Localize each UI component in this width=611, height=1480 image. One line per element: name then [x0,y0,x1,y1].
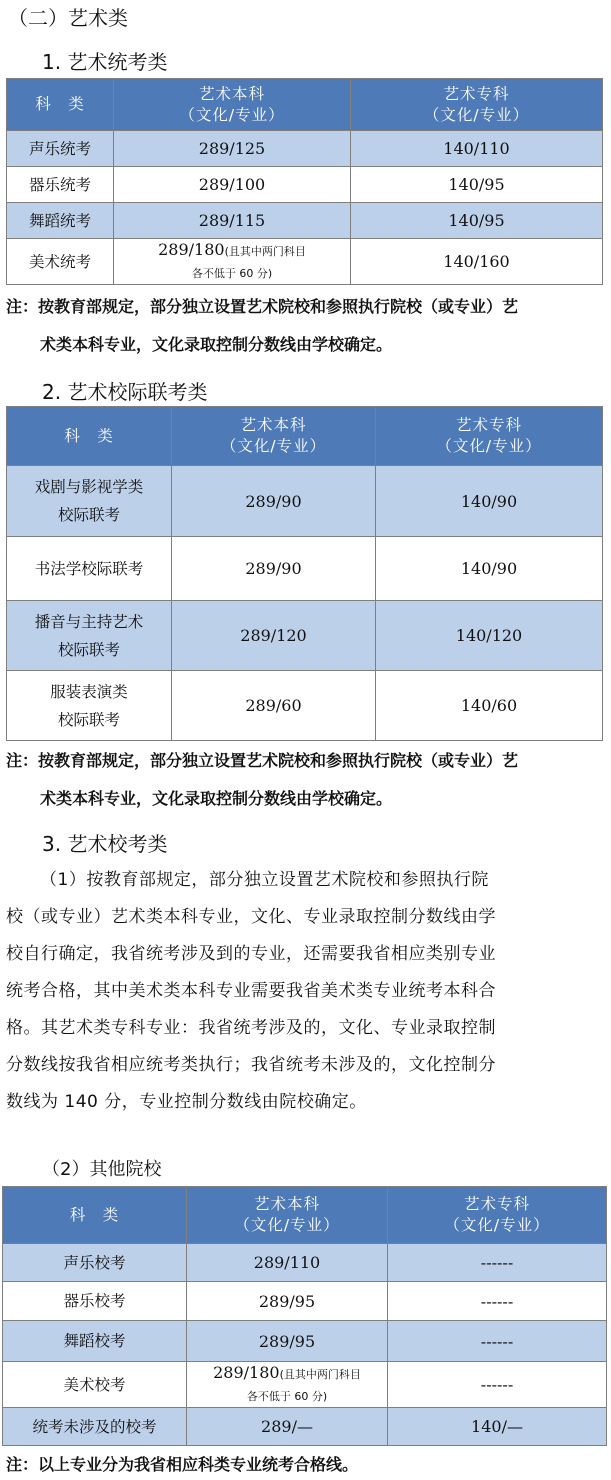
row-bk-score: 289/60 [172,671,376,741]
para-line-3: 校自行确定，我省统考涉及到的专业，还需要我省相应类别专业 [6,944,496,964]
table1 [6,78,603,285]
row-zk-score: 140/160 [351,239,603,285]
row-zk-score: ------ [388,1362,607,1408]
t1-header-zk: 艺术专科 （文化/专业） [351,79,603,131]
row-bk-score: 289/90 [172,537,376,601]
para-line-6: 分数线按我省相应统考类执行；我省统考未涉及的，文化控制分 [6,1055,496,1075]
row-bk-score: 289/95 [187,1282,388,1321]
row-category: 舞蹈校考 [3,1321,187,1362]
row-bk-score: 289/100 [114,167,351,203]
row-category: 美术统考 [7,239,114,285]
table-row [3,1321,607,1362]
table-row [3,1362,607,1408]
table1-note-line1: 注：按教育部规定，部分独立设置艺术院校和参照执行院校（或专业）艺 [6,297,519,316]
row-zk-score: ------ [388,1244,607,1282]
table3 [2,1186,607,1446]
row-category: 器乐统考 [7,167,114,203]
t1-header-category: 科 类 [7,79,114,131]
row-category: 声乐统考 [7,131,114,167]
table-row [7,167,603,203]
row-zk-score: ------ [388,1282,607,1321]
row-zk-score: 140/90 [376,466,603,537]
row-category: 戏剧与影视学类 校际联考 [7,466,172,537]
row-category: 书法学校际联考 [7,537,172,601]
section-title: （二）艺术类 [8,6,128,30]
t2-header-bk: 艺术本科 （文化/专业） [172,407,376,466]
row-bk-score: 289/90 [172,466,376,537]
t2-header-zk: 艺术专科 （文化/专业） [376,407,603,466]
table-row [7,601,603,671]
row-bk-score: 289/180(且其中两门科目 各不低于 60 分) [187,1362,388,1408]
t3-header-bk: 艺术本科 （文化/专业） [187,1187,388,1244]
table-row [7,671,603,741]
subsection-title: （2）其他院校 [42,1159,162,1180]
table2-title: 2. 艺术校际联考类 [42,380,208,404]
table-row [7,131,603,167]
row-bk-score: 289/180(且其中两门科目 各不低于 60 分) [114,239,351,285]
t3-header-zk: 艺术专科 （文化/专业） [388,1187,607,1244]
table-row [3,1244,607,1282]
table1-note-line2: 术类本科专业，文化录取控制分数线由学校确定。 [40,335,393,354]
row-zk-score: 140/120 [376,601,603,671]
row-category: 统考未涉及的校考 [3,1408,187,1446]
section3-title: 3. 艺术校考类 [42,832,168,856]
t3-header-category: 科 类 [3,1187,187,1244]
row-bk-score: 289/— [187,1408,388,1446]
table-row [7,203,603,239]
row-bk-score: 289/95 [187,1321,388,1362]
para-line-1: （1）按教育部规定，部分独立设置艺术院校和参照执行院 [40,870,489,890]
row-zk-score: ------ [388,1321,607,1362]
row-bk-score: 289/110 [187,1244,388,1282]
table2 [6,406,603,741]
row-category: 声乐校考 [3,1244,187,1282]
table-row [7,466,603,537]
table-row [7,239,603,285]
para-line-7: 数线为 140 分，专业控制分数线由院校确定。 [6,1092,367,1112]
t1-header-bk: 艺术本科 （文化/专业） [114,79,351,131]
row-zk-score: 140/90 [376,537,603,601]
row-category: 播音与主持艺术 校际联考 [7,601,172,671]
table-row [3,1408,607,1446]
table-row [3,1282,607,1321]
row-category: 器乐校考 [3,1282,187,1321]
t2-header-category: 科 类 [7,407,172,466]
table3-note: 注：以上专业分为我省相应科类专业统考合格线。 [6,1455,359,1474]
table2-note-line2: 术类本科专业，文化录取控制分数线由学校确定。 [40,789,393,808]
row-category: 美术校考 [3,1362,187,1408]
row-category: 舞蹈统考 [7,203,114,239]
table-row [7,537,603,601]
row-bk-score: 289/125 [114,131,351,167]
row-bk-score: 289/115 [114,203,351,239]
para-line-2: 校（或专业）艺术类本科专业，文化、专业录取控制分数线由学 [6,907,496,927]
row-zk-score: 140/110 [351,131,603,167]
row-zk-score: 140/95 [351,203,603,239]
table2-note-line1: 注：按教育部规定，部分独立设置艺术院校和参照执行院校（或专业）艺 [6,751,519,770]
row-zk-score: 140/— [388,1408,607,1446]
para-line-5: 格。其艺术类专科专业：我省统考涉及的，文化、专业录取控制 [6,1018,496,1038]
row-zk-score: 140/95 [351,167,603,203]
row-zk-score: 140/60 [376,671,603,741]
para-line-4: 统考合格，其中美术类本科专业需要我省美术类专业统考本科合 [6,981,496,1001]
row-category: 服装表演类 校际联考 [7,671,172,741]
table1-title: 1. 艺术统考类 [42,50,168,74]
row-bk-score: 289/120 [172,601,376,671]
